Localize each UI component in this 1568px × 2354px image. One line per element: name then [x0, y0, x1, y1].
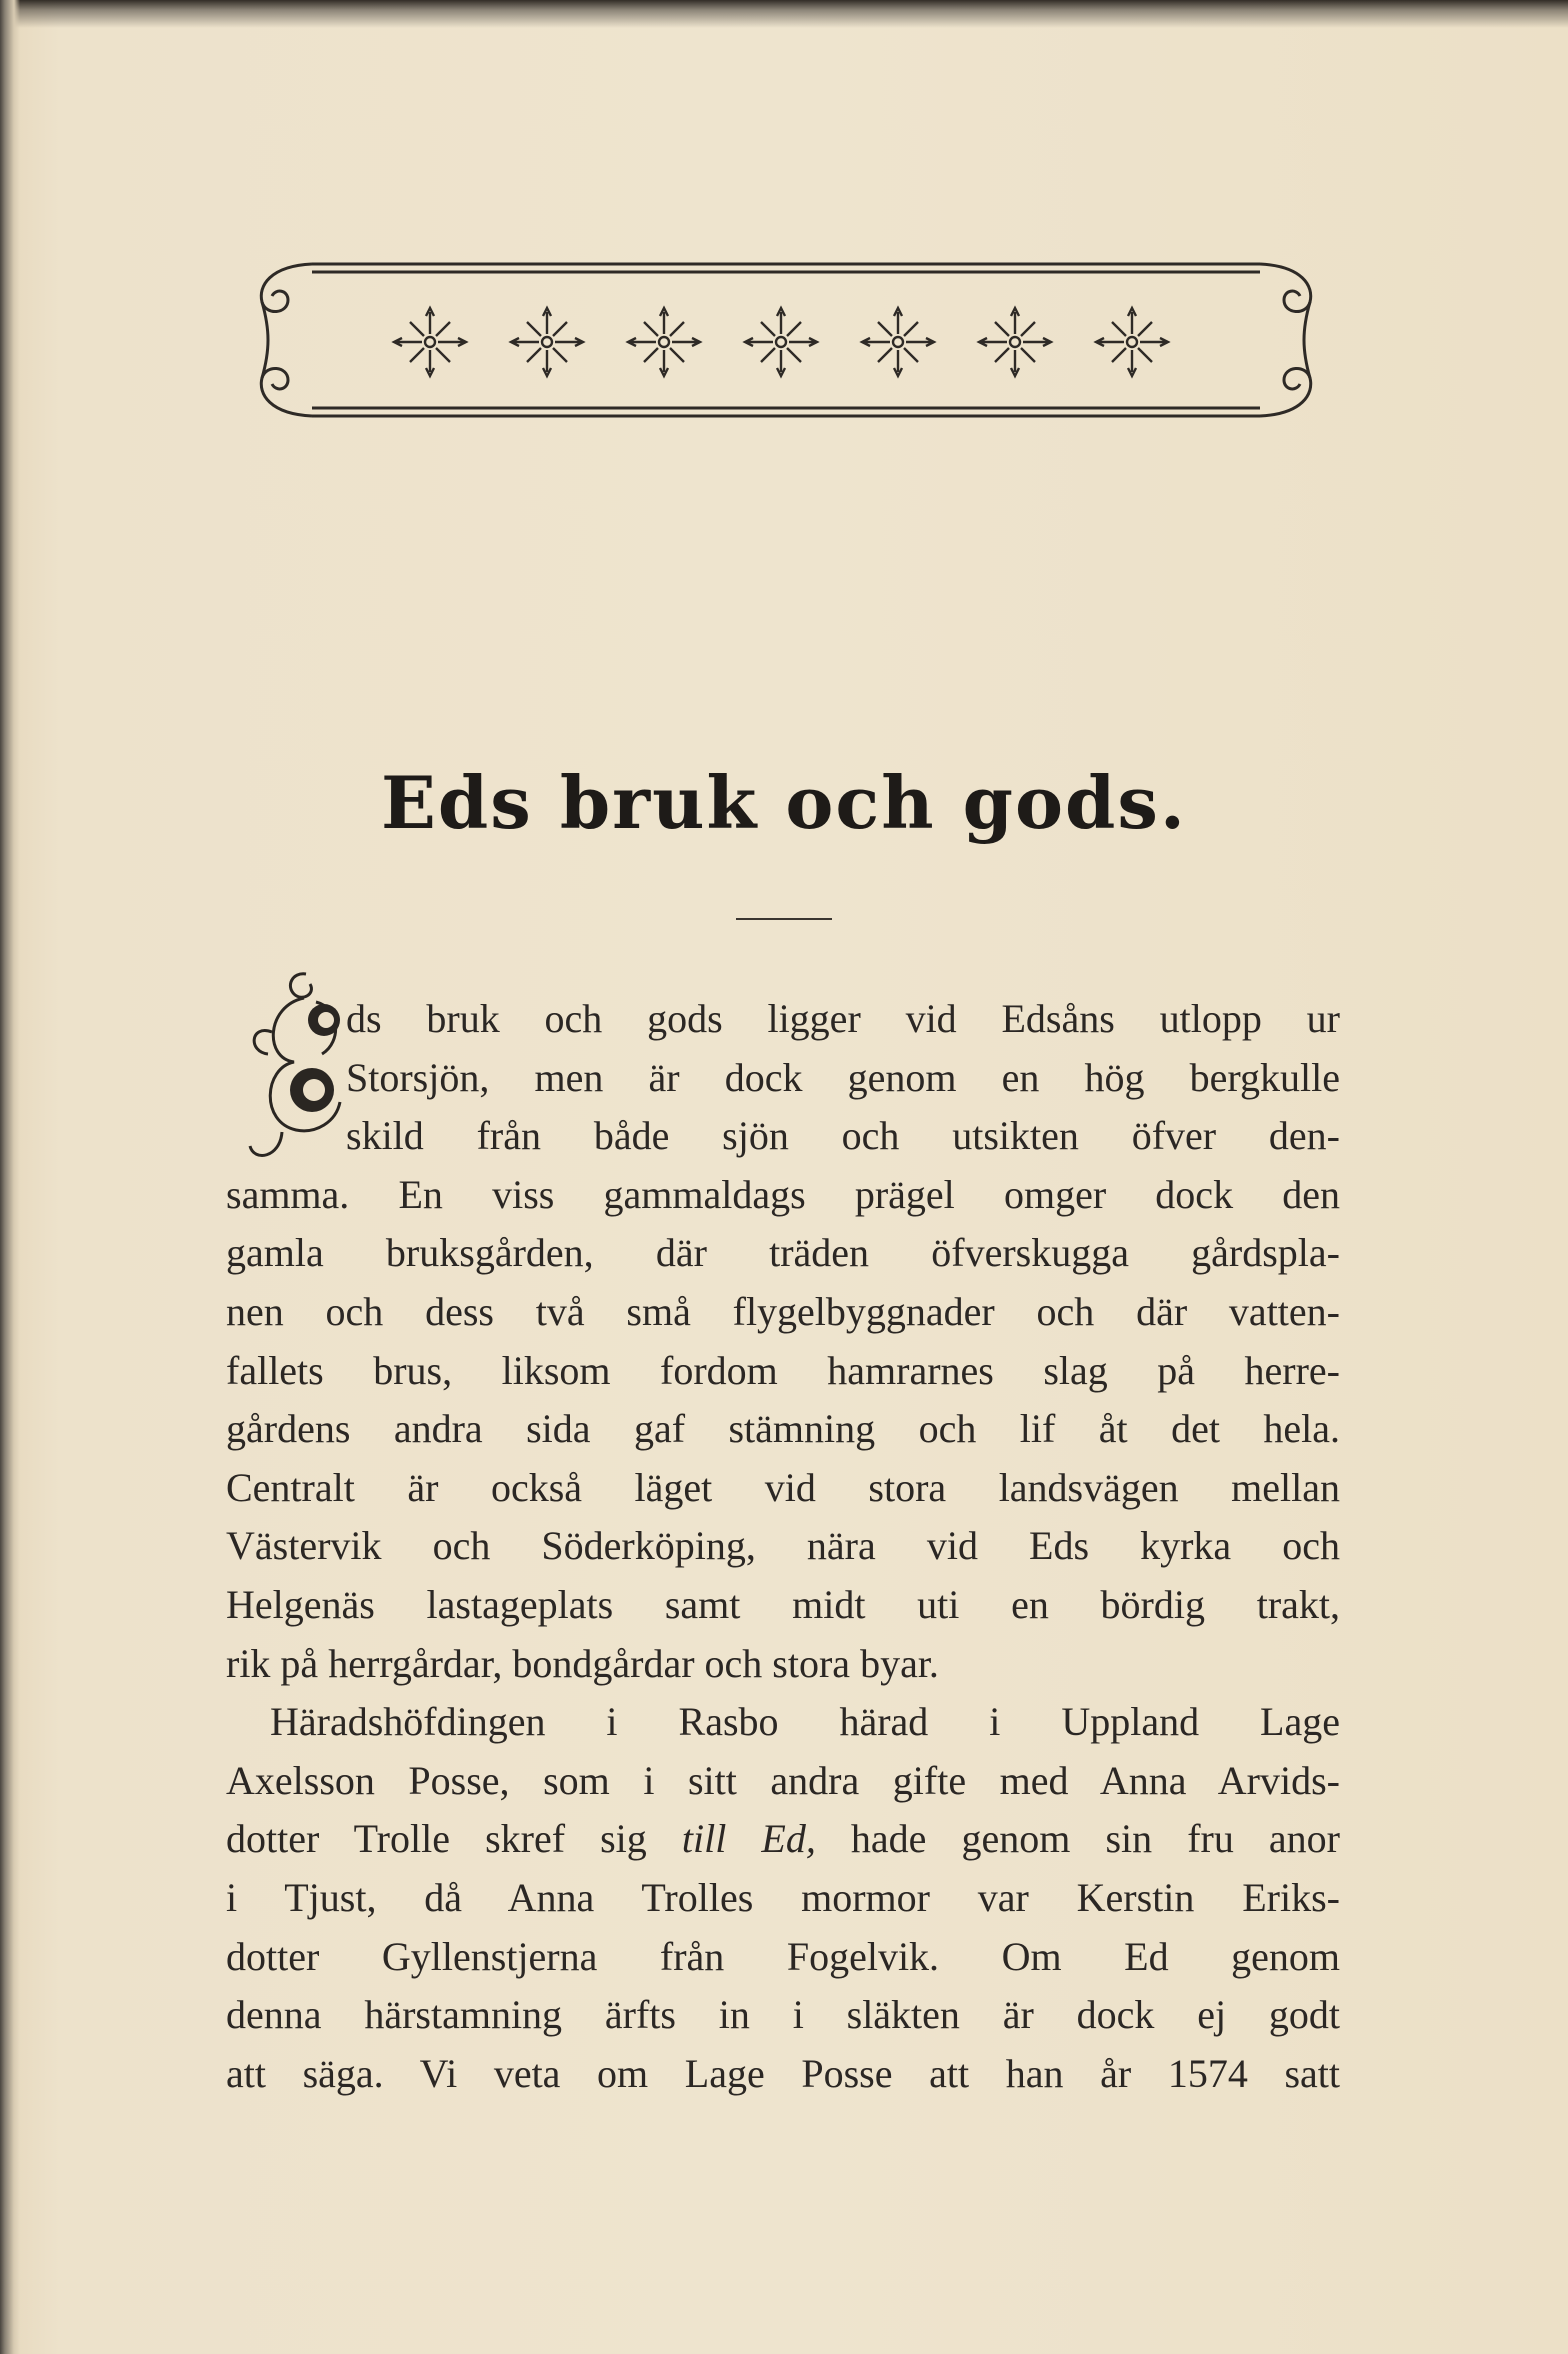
- text-line: ds bruk och gods ligger vid Edsåns utlopp ur: [346, 996, 1340, 1041]
- text-line: Axelsson Posse, som i sitt andra gifte med Anna Arvids-: [226, 1757, 1340, 1803]
- text-line: fallets brus, liksom fordom hamrarnes slag på herre-: [226, 1347, 1340, 1393]
- text-line: denna härstamning ärfts in i släkten är dock ej godt: [226, 1992, 1340, 2038]
- text-line-with-italic: [226, 1810, 1340, 1869]
- page-binding-edge: [0, 0, 20, 2354]
- paragraph-1: [226, 990, 1340, 1693]
- chapter-title: Eds bruk och gods.: [381, 760, 1187, 845]
- text-line: i Tjust, då Anna Trolles mormor var Kerstin Eriks-: [226, 1874, 1340, 1920]
- italic-phrase: till Ed,: [681, 1816, 816, 1862]
- text-segment: dotter Trolle skref sig: [226, 1816, 647, 1862]
- text-line: Storsjön, men är dock genom en hög bergkulle: [346, 1054, 1340, 1100]
- text-line: Helgenäs lastageplats samt midt uti en bördig trakt,: [226, 1581, 1340, 1627]
- text-line: dotter Gyllenstjerna från Fogelvik. Om Ed genom: [226, 1933, 1340, 1979]
- text-line: samma. En viss gammaldags prägel omger dock den: [226, 1171, 1340, 1217]
- page-top-shadow: [0, 0, 1568, 28]
- text-line: Häradshöfdingen i Rasbo härad i Uppland Lage: [270, 1699, 1340, 1745]
- body-text: [226, 990, 1340, 2103]
- header-ornament-icon: [250, 250, 1320, 430]
- text-line: nen och dess två små flygelbyggnader och där vatten-: [226, 1288, 1340, 1334]
- title-divider: [736, 918, 832, 920]
- paragraph-2: [226, 1693, 1340, 2103]
- text-line: gårdens andra sida gaf stämning och lif åt det hela.: [226, 1406, 1340, 1452]
- text-line: skild från både sjön och utsikten öfver den-: [346, 1113, 1340, 1159]
- text-line: Västervik och Söderköping, nära vid Eds kyrka och: [226, 1523, 1340, 1569]
- text-line: gamla bruksgården, där träden öfverskugga gårdspla-: [226, 1230, 1340, 1276]
- text-line: Centralt är också läget vid stora landsvägen mellan: [226, 1464, 1340, 1510]
- text-segment: hade genom sin fru anor: [850, 1816, 1340, 1862]
- text-line: rik på herrgårdar, bondgårdar och stora byar.: [226, 1640, 939, 1686]
- text-line: att säga. Vi veta om Lage Posse att han år 1574 satt: [226, 2050, 1340, 2096]
